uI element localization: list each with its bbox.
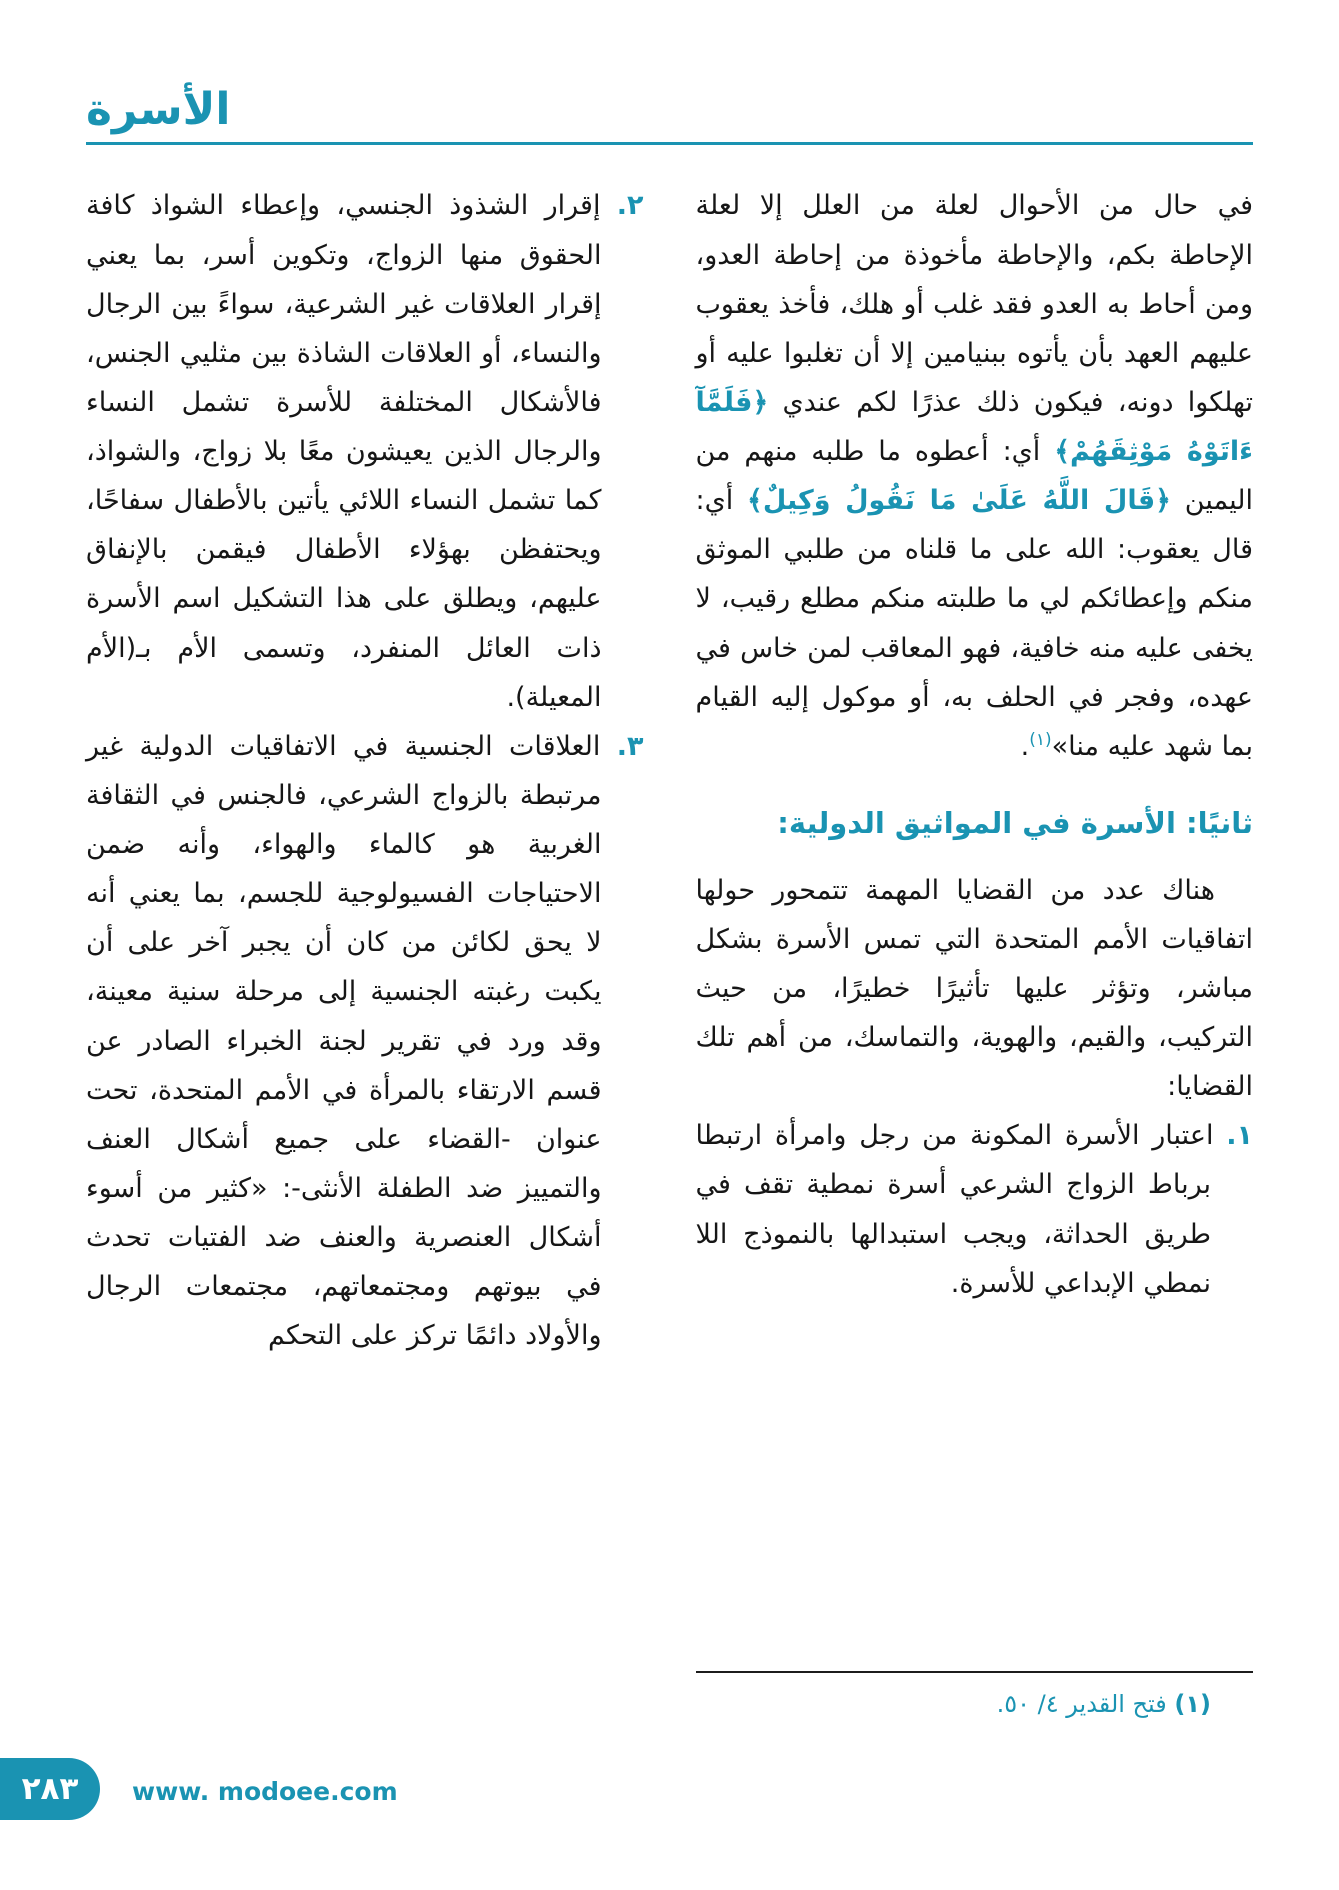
numbered-item-3 xyxy=(86,722,644,1361)
numbered-item-2 xyxy=(86,181,644,721)
footnote xyxy=(696,1685,1254,1723)
left-column xyxy=(86,181,644,1729)
item-number: ٢. xyxy=(616,190,644,222)
quran-verse: ﴿قَالَ اللَّهُ عَلَىٰ مَا نَقُولُ وَكِيلٌ﴾ xyxy=(747,485,1171,517)
section-heading: ثانيًا: الأسرة في المواثيق الدولية: xyxy=(777,805,1253,840)
header-rule xyxy=(86,142,1253,145)
quran-verse: ﴿فَلَمَّآ ءَاتَوْهُ مَوْثِقَهُمْ﴾ xyxy=(695,386,1253,468)
body-text: أي: قال يعقوب: الله على ما قلناه من طلبي الموثق منكم وإعطائكم لي ما طلبته منكم مطلع رقيب، لا يخفى عليه منه خافية، فهو المعاقب لمن خاس في عهده، وفجر في الحلف به، أو موكول إليه القيام بما شهد عليه منا» xyxy=(695,485,1253,762)
item-text: اعتبار الأسرة المكونة من رجل وامرأة ارتبطا برباط الزواج الشرعي أسرة نمطية تقف في طريق الحداثة، ويجب استبدالها بالنموذج اللا نمطي الإبداعي للأسرة. xyxy=(695,1120,1214,1299)
body-text: في حال من الأحوال لعلة من العلل إلا لعلة الإحاطة بكم، والإحاطة مأخوذة من إحاطة العدو، ومن أحاط به العدو فقد غلب أو هلك، فأخذ يعقوب عليهم العهد بأن يأتوه ببنيامين إلا أن تغلبوا عليه أو تهلكوا دونه، فيكون ذلك عذرًا لكم عندي xyxy=(695,190,1253,418)
item-number: ٣. xyxy=(616,730,644,762)
footnote-divider xyxy=(696,1671,1254,1673)
footnote-reference: (١) xyxy=(1029,729,1052,750)
page-header xyxy=(86,86,1253,145)
numbered-item-1 xyxy=(696,1111,1254,1308)
paragraph-intro: هناك عدد من القضايا المهمة تتمحور حولها اتفاقيات الأمم المتحدة التي تمس الأسرة بشكل مباشر، وتؤثر عليها تأثيرًا خطيرًا، من حيث التركيب، والقيم، والهوية، والتماسك، من أهم تلك القضايا: xyxy=(695,874,1253,1103)
item-text: العلاقات الجنسية في الاتفاقيات الدولية غير مرتبطة بالزواج الشرعي، فالجنس في الثقافة الغربية هو كالماء والهواء، وأنه ضمن الاحتياجات الفسيولوجية للجسم، بما يعني أنه لا يحق لكائن من كان أن يجبر آخر على أن يكبت رغبته الجنسية إلى مرحلة سنية معينة، وقد ورد في تقرير لجنة الخبراء الصادر عن قسم الارتقاء بالمرأة في الأمم المتحدة، تحت عنوان -القضاء على جميع أشكال العنف والتمييز ضد الطفلة الأنثى-: «كثير من أسوء أشكال العنصرية والعنف ضد الفتيات تحدث في بيوتهم ومجتمعاتهم، مجتمعات الرجال والأولاد دائمًا تركز على التحكم xyxy=(86,730,602,1352)
footnote-number: (١) xyxy=(1174,1690,1211,1718)
footnote-text: فتح القدير ٤/ ٥٠. xyxy=(996,1690,1167,1718)
item-text: إقرار الشذوذ الجنسي، وإعطاء الشواذ كافة الحقوق منها الزواج، وتكوين أسر، بما يعني إقرار العلاقات غير الشرعية، سواءً بين الرجال والنساء، أو العلاقات الشاذة بين مثليي الجنس، فالأشكال المختلفة للأسرة تشمل النساء والرجال الذين يعيشون معًا بلا زواج، والشواذ، كما تشمل النساء اللائي يأتين بالأطفال سفاحًا، ويحتفظن بهؤلاء الأطفال فيقمن بالإنفاق عليهم، ويطلق على هذا التشكيل اسم الأسرة ذات العائل المنفرد، وتسمى الأم بـ(الأم المعيلة). xyxy=(86,190,602,713)
footnote-area xyxy=(696,1671,1254,1729)
page-number-tab: ٢٨٣ xyxy=(0,1758,100,1820)
item-number: ١. xyxy=(1226,1120,1253,1152)
header-logo-calligraphy: الأسرة xyxy=(86,84,231,135)
content-columns xyxy=(86,181,1253,1729)
body-text: أي: أعطوه ما طلبه منهم من اليمين xyxy=(695,436,1253,517)
body-text: . xyxy=(1020,730,1030,762)
paragraph-commentary xyxy=(696,181,1254,771)
right-column xyxy=(696,181,1254,1729)
website-url: www. modoee.com xyxy=(132,1777,398,1806)
